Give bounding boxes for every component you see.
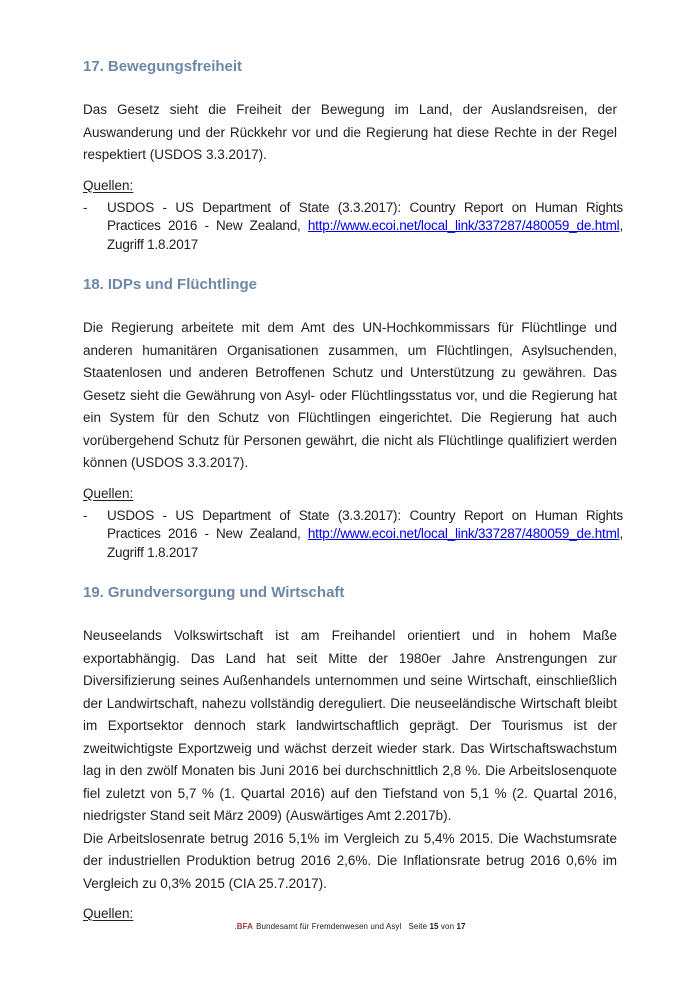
section-idps-und-fluechtlinge <box>83 276 623 562</box>
source-link[interactable]: http://www.ecoi.net/local_link/337287/480059_de.html <box>307 218 620 233</box>
footer-page-number: 15 <box>429 922 439 931</box>
body-paragraph: Die Regierung arbeitete mit dem Amt des UN-Hochkommissars für Flüchtlinge und anderen humanitären Organisationen zusammen, um Flüchtlingen, Asylsuchenden, Staatenlosen und anderen Betroffenen Schutz und Unterstützung zu gewähren. Das Gesetz sieht die Gewährung von Asyl- oder Flüchtlingsstatus vor, und die Regierung hat ein System für den Schutz von Flüchtlingen eingerichtet. Die Regierung hat auch vorübergehend Schutz für Personen gewährt, die nicht als Flüchtlinge qualifiziert werden können (USDOS 3.3.2017). <box>83 320 617 470</box>
section-heading <box>83 58 617 76</box>
footer-page-info <box>408 922 465 931</box>
source-item <box>83 199 623 255</box>
footer-org-name: Bundesamt für Fremdenwesen und Asyl <box>256 922 402 931</box>
section-title: IDPs und Flüchtlinge <box>107 276 258 293</box>
logo-dot: . <box>234 922 237 931</box>
section-heading <box>83 276 617 294</box>
sources-label: Quellen: <box>83 485 134 501</box>
source-link[interactable]: http://www.ecoi.net/local_link/337287/480059_de.html <box>307 526 620 541</box>
section-title: Grundversorgung und Wirtschaft <box>107 584 345 601</box>
section-grundversorgung-und-wirtschaft <box>83 584 617 925</box>
footer-page-label: Seite <box>408 922 428 931</box>
footer-page-total: 17 <box>456 922 466 931</box>
source-bullet: - <box>83 199 88 215</box>
source-text <box>107 199 623 255</box>
body-paragraph: Neuseelands Volkswirtschaft ist am Freihandel orientiert und in hohem Maße exportabhängig. Das Land hat seit Mitte der 1980er Jahre Anstrengungen zur Diversifizierung seines Außenhandels unternommen und seine Wirtschaft, einschließlich der Landwirtschaft, nahezu vollständig dereguliert. Die neuseeländische Wirtschaft bleibt im Exportsektor dennoch stark landwirtschaftlich geprägt. Der Tourismus ist der zweitwichtigste Exportzweig und wächst derzeit wieder stark. Das Wirtschaftswachstum lag in den zwölf Monaten bis Juni 2016 bei durchschnittlich 2,8 %. Die Arbeitslosenquote fiel zuletzt von 5,7 % (1. Quartal 2016) auf den Tiefstand von 5,1 % (2. Quartal 2016, niedrigster Stand seit März 2009) (Auswärtiges Amt 2.2017b). <box>83 628 617 823</box>
bfa-logo-text: BFA <box>236 922 254 931</box>
source-text-after: , Zugriff 1.8.2017 <box>107 526 623 560</box>
source-text <box>107 507 623 563</box>
section-number: 19. <box>83 584 104 601</box>
source-text-after: , Zugriff 1.8.2017 <box>107 218 623 252</box>
body-paragraph: Das Gesetz sieht die Freiheit der Bewegung im Land, der Auslandsreisen, der Auswanderung und der Rückkehr vor und die Regierung hat diese Rechte in der Regel respektiert (USDOS 3.3.2017). <box>83 102 617 162</box>
footer-of-label: von <box>440 922 455 931</box>
source-text-before: USDOS - US Department of State (3.3.2017): Country Report on Human Rights Practices 2016 - New Zealand, <box>107 199 623 233</box>
bfa-logo <box>234 922 253 931</box>
section-number: 18. <box>83 276 104 293</box>
sources-label: Quellen: <box>83 906 134 921</box>
section-title: Bewegungsfreiheit <box>107 58 243 75</box>
section-bewegungsfreiheit <box>83 58 623 254</box>
source-item <box>83 507 623 563</box>
section-heading <box>83 584 617 602</box>
source-text-before: USDOS - US Department of State (3.3.2017): Country Report on Human Rights Practices 2016 - New Zealand, <box>107 507 623 541</box>
source-bullet: - <box>83 507 88 523</box>
section-number: 17. <box>83 58 104 75</box>
sources-label: Quellen: <box>83 177 134 193</box>
body-paragraph: Die Arbeitslosenrate betrug 2016 5,1% im Vergleich zu 5,4% 2015. Die Wachstumsrate der industriellen Produktion betrug 2016 2,6%. Die Inflationsrate betrug 2016 0,6% im Vergleich zu 0,3% 2015 (CIA 25.7.2017). <box>83 830 617 891</box>
page-footer <box>0 922 700 932</box>
